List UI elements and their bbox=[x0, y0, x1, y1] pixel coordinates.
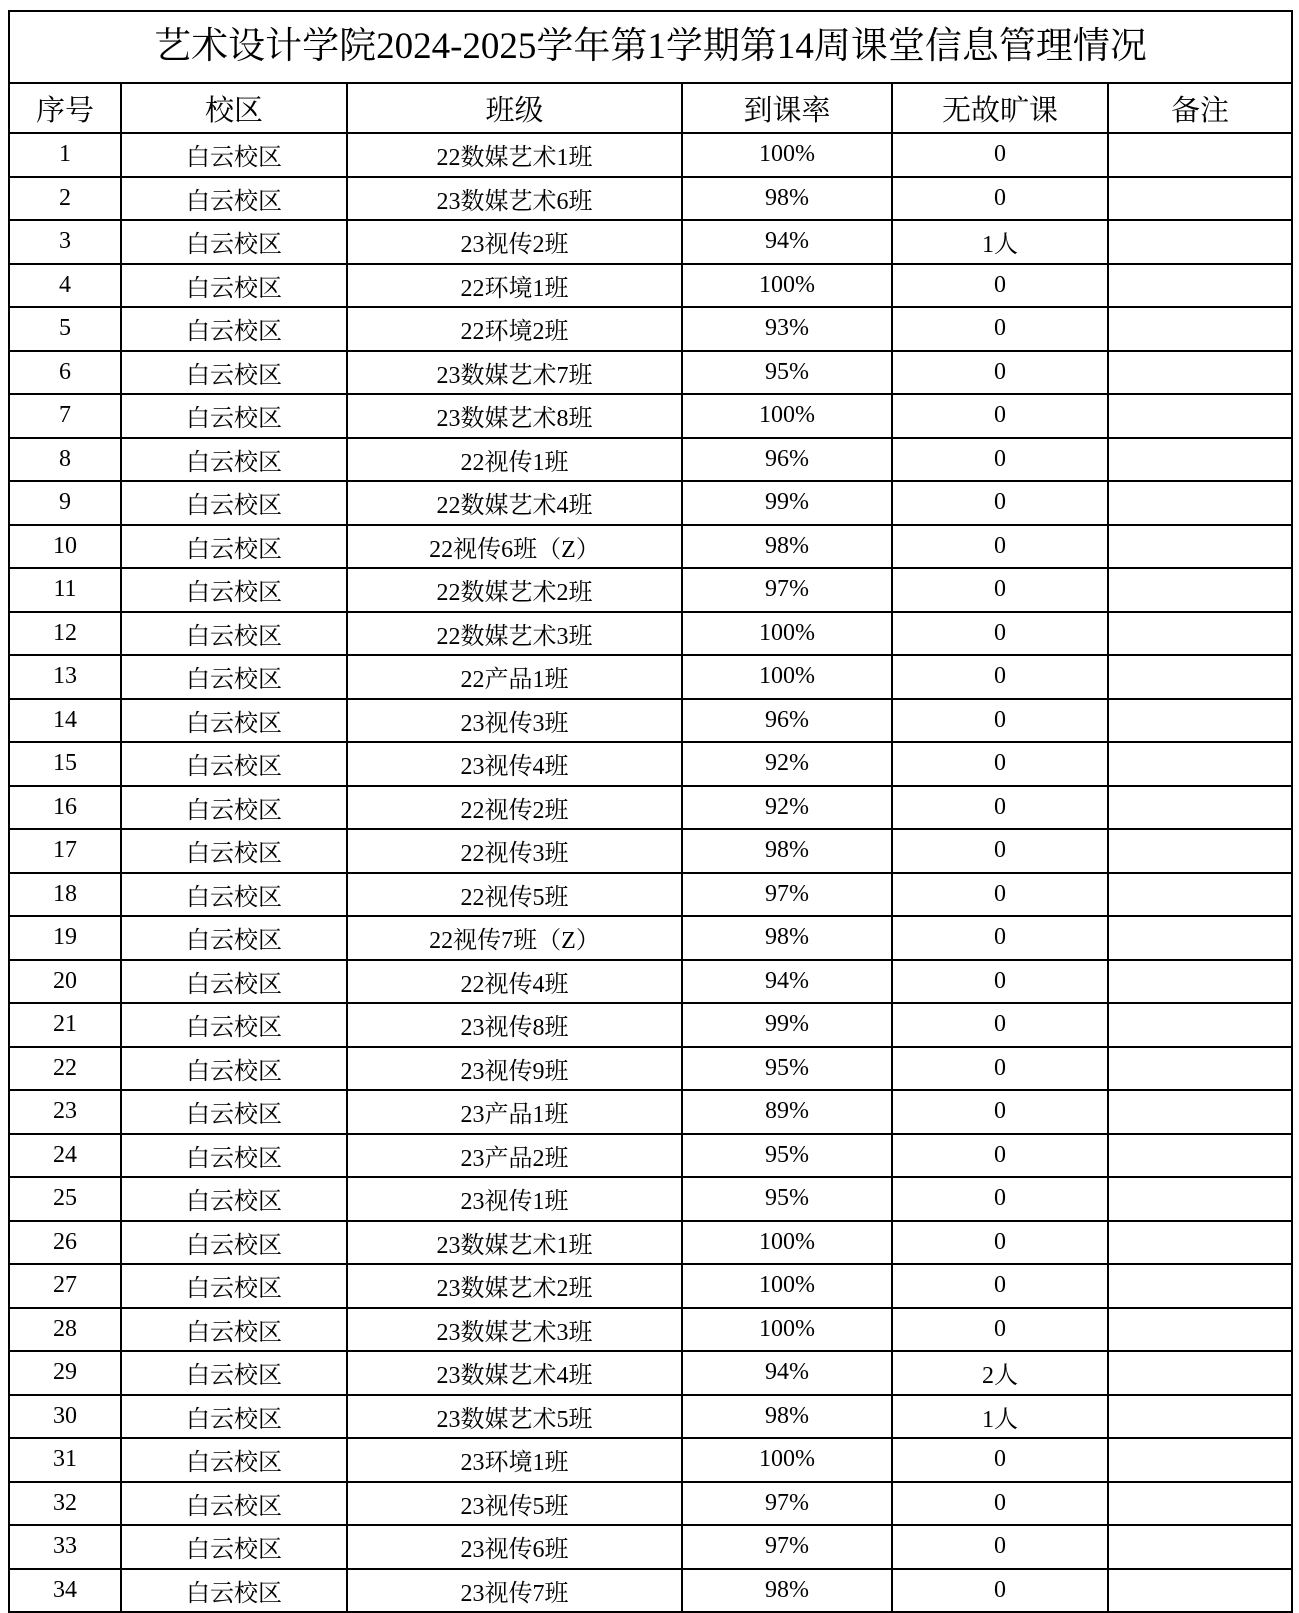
cell-rate: 94% bbox=[682, 1351, 892, 1395]
cell-note bbox=[1108, 220, 1292, 264]
cell-campus: 白云校区 bbox=[121, 177, 347, 221]
cell-index: 10 bbox=[9, 525, 121, 569]
cell-absent: 0 bbox=[892, 568, 1108, 612]
cell-rate: 97% bbox=[682, 873, 892, 917]
table-row bbox=[9, 133, 1292, 177]
cell-absent: 0 bbox=[892, 786, 1108, 830]
cell-absent: 0 bbox=[892, 351, 1108, 395]
cell-rate: 98% bbox=[682, 829, 892, 873]
cell-absent: 0 bbox=[892, 1047, 1108, 1091]
column-header-index: 序号 bbox=[9, 83, 121, 133]
cell-absent: 0 bbox=[892, 873, 1108, 917]
cell-note bbox=[1108, 829, 1292, 873]
cell-rate: 100% bbox=[682, 1264, 892, 1308]
cell-absent: 0 bbox=[892, 394, 1108, 438]
cell-campus: 白云校区 bbox=[121, 960, 347, 1004]
cell-note bbox=[1108, 1264, 1292, 1308]
cell-rate: 96% bbox=[682, 438, 892, 482]
cell-index: 32 bbox=[9, 1482, 121, 1526]
cell-class: 23视传3班 bbox=[347, 699, 682, 743]
cell-class: 23视传6班 bbox=[347, 1525, 682, 1569]
table-row bbox=[9, 655, 1292, 699]
table-row bbox=[9, 481, 1292, 525]
table-row bbox=[9, 1003, 1292, 1047]
cell-class: 23视传2班 bbox=[347, 220, 682, 264]
cell-campus: 白云校区 bbox=[121, 655, 347, 699]
cell-campus: 白云校区 bbox=[121, 133, 347, 177]
cell-note bbox=[1108, 525, 1292, 569]
attendance-table bbox=[8, 10, 1293, 1613]
cell-note bbox=[1108, 1308, 1292, 1352]
cell-class: 23数媒艺术3班 bbox=[347, 1308, 682, 1352]
table-row bbox=[9, 1395, 1292, 1439]
cell-rate: 89% bbox=[682, 1090, 892, 1134]
cell-rate: 98% bbox=[682, 1569, 892, 1613]
cell-class: 23视传8班 bbox=[347, 1003, 682, 1047]
cell-rate: 100% bbox=[682, 1221, 892, 1265]
cell-rate: 98% bbox=[682, 177, 892, 221]
table-row bbox=[9, 1264, 1292, 1308]
table-row bbox=[9, 568, 1292, 612]
cell-index: 30 bbox=[9, 1395, 121, 1439]
cell-note bbox=[1108, 1134, 1292, 1178]
column-header-absent: 无故旷课 bbox=[892, 83, 1108, 133]
cell-absent: 0 bbox=[892, 1438, 1108, 1482]
cell-rate: 94% bbox=[682, 220, 892, 264]
table-row bbox=[9, 612, 1292, 656]
cell-class: 22数媒艺术2班 bbox=[347, 568, 682, 612]
table-row bbox=[9, 786, 1292, 830]
cell-class: 23数媒艺术1班 bbox=[347, 1221, 682, 1265]
cell-class: 22数媒艺术3班 bbox=[347, 612, 682, 656]
cell-absent: 0 bbox=[892, 177, 1108, 221]
cell-class: 23环境1班 bbox=[347, 1438, 682, 1482]
cell-campus: 白云校区 bbox=[121, 786, 347, 830]
cell-campus: 白云校区 bbox=[121, 525, 347, 569]
cell-index: 12 bbox=[9, 612, 121, 656]
table-row bbox=[9, 220, 1292, 264]
cell-campus: 白云校区 bbox=[121, 1351, 347, 1395]
cell-note bbox=[1108, 1482, 1292, 1526]
cell-class: 23数媒艺术2班 bbox=[347, 1264, 682, 1308]
cell-campus: 白云校区 bbox=[121, 568, 347, 612]
cell-index: 16 bbox=[9, 786, 121, 830]
table-body bbox=[9, 133, 1292, 1612]
cell-note bbox=[1108, 1569, 1292, 1613]
table-row bbox=[9, 1177, 1292, 1221]
cell-class: 22环境1班 bbox=[347, 264, 682, 308]
cell-absent: 1人 bbox=[892, 220, 1108, 264]
cell-campus: 白云校区 bbox=[121, 1482, 347, 1526]
cell-note bbox=[1108, 1221, 1292, 1265]
cell-class: 23产品2班 bbox=[347, 1134, 682, 1178]
cell-class: 22环境2班 bbox=[347, 307, 682, 351]
cell-index: 23 bbox=[9, 1090, 121, 1134]
cell-note bbox=[1108, 481, 1292, 525]
table-header bbox=[9, 11, 1292, 133]
cell-class: 23视传5班 bbox=[347, 1482, 682, 1526]
table-row bbox=[9, 1438, 1292, 1482]
cell-note bbox=[1108, 1395, 1292, 1439]
page-title: 艺术设计学院2024-2025学年第1学期第14周课堂信息管理情况 bbox=[9, 11, 1292, 83]
cell-campus: 白云校区 bbox=[121, 1221, 347, 1265]
cell-index: 33 bbox=[9, 1525, 121, 1569]
cell-campus: 白云校区 bbox=[121, 264, 347, 308]
cell-campus: 白云校区 bbox=[121, 612, 347, 656]
cell-class: 22视传3班 bbox=[347, 829, 682, 873]
cell-note bbox=[1108, 264, 1292, 308]
cell-absent: 0 bbox=[892, 1569, 1108, 1613]
cell-absent: 2人 bbox=[892, 1351, 1108, 1395]
cell-index: 3 bbox=[9, 220, 121, 264]
cell-note bbox=[1108, 742, 1292, 786]
cell-note bbox=[1108, 1351, 1292, 1395]
cell-rate: 94% bbox=[682, 960, 892, 1004]
cell-campus: 白云校区 bbox=[121, 1395, 347, 1439]
cell-campus: 白云校区 bbox=[121, 1134, 347, 1178]
cell-campus: 白云校区 bbox=[121, 481, 347, 525]
cell-index: 27 bbox=[9, 1264, 121, 1308]
cell-index: 19 bbox=[9, 916, 121, 960]
cell-index: 17 bbox=[9, 829, 121, 873]
cell-campus: 白云校区 bbox=[121, 1525, 347, 1569]
cell-rate: 100% bbox=[682, 655, 892, 699]
cell-absent: 0 bbox=[892, 1221, 1108, 1265]
cell-rate: 97% bbox=[682, 1482, 892, 1526]
cell-note bbox=[1108, 655, 1292, 699]
cell-index: 8 bbox=[9, 438, 121, 482]
table-row bbox=[9, 916, 1292, 960]
cell-campus: 白云校区 bbox=[121, 699, 347, 743]
cell-class: 23视传1班 bbox=[347, 1177, 682, 1221]
table-row bbox=[9, 1569, 1292, 1613]
cell-index: 7 bbox=[9, 394, 121, 438]
cell-absent: 0 bbox=[892, 960, 1108, 1004]
cell-class: 22视传6班（Z） bbox=[347, 525, 682, 569]
table-row bbox=[9, 1525, 1292, 1569]
table-row bbox=[9, 699, 1292, 743]
cell-index: 5 bbox=[9, 307, 121, 351]
cell-note bbox=[1108, 916, 1292, 960]
cell-class: 23视传4班 bbox=[347, 742, 682, 786]
cell-index: 14 bbox=[9, 699, 121, 743]
cell-rate: 95% bbox=[682, 1177, 892, 1221]
column-header-row bbox=[9, 83, 1292, 133]
title-row bbox=[9, 11, 1292, 83]
cell-rate: 97% bbox=[682, 568, 892, 612]
cell-absent: 0 bbox=[892, 1003, 1108, 1047]
cell-index: 31 bbox=[9, 1438, 121, 1482]
cell-campus: 白云校区 bbox=[121, 220, 347, 264]
cell-absent: 0 bbox=[892, 1264, 1108, 1308]
cell-index: 6 bbox=[9, 351, 121, 395]
cell-class: 23数媒艺术7班 bbox=[347, 351, 682, 395]
cell-absent: 0 bbox=[892, 1482, 1108, 1526]
cell-class: 23数媒艺术8班 bbox=[347, 394, 682, 438]
cell-absent: 1人 bbox=[892, 1395, 1108, 1439]
table-row bbox=[9, 264, 1292, 308]
cell-rate: 98% bbox=[682, 525, 892, 569]
cell-note bbox=[1108, 1047, 1292, 1091]
column-header-campus: 校区 bbox=[121, 83, 347, 133]
table-row bbox=[9, 438, 1292, 482]
cell-index: 4 bbox=[9, 264, 121, 308]
cell-rate: 100% bbox=[682, 612, 892, 656]
cell-absent: 0 bbox=[892, 655, 1108, 699]
cell-index: 22 bbox=[9, 1047, 121, 1091]
cell-class: 23数媒艺术6班 bbox=[347, 177, 682, 221]
cell-note bbox=[1108, 786, 1292, 830]
cell-class: 23产品1班 bbox=[347, 1090, 682, 1134]
table-row bbox=[9, 960, 1292, 1004]
cell-campus: 白云校区 bbox=[121, 742, 347, 786]
cell-note bbox=[1108, 612, 1292, 656]
cell-rate: 100% bbox=[682, 394, 892, 438]
cell-campus: 白云校区 bbox=[121, 1264, 347, 1308]
cell-campus: 白云校区 bbox=[121, 916, 347, 960]
cell-note bbox=[1108, 1090, 1292, 1134]
column-header-note: 备注 bbox=[1108, 83, 1292, 133]
cell-absent: 0 bbox=[892, 742, 1108, 786]
cell-rate: 100% bbox=[682, 1308, 892, 1352]
cell-campus: 白云校区 bbox=[121, 307, 347, 351]
cell-index: 15 bbox=[9, 742, 121, 786]
table-row bbox=[9, 1482, 1292, 1526]
cell-class: 23数媒艺术4班 bbox=[347, 1351, 682, 1395]
cell-index: 11 bbox=[9, 568, 121, 612]
cell-class: 22视传5班 bbox=[347, 873, 682, 917]
cell-absent: 0 bbox=[892, 481, 1108, 525]
cell-class: 22视传7班（Z） bbox=[347, 916, 682, 960]
cell-note bbox=[1108, 307, 1292, 351]
cell-absent: 0 bbox=[892, 1090, 1108, 1134]
cell-absent: 0 bbox=[892, 916, 1108, 960]
column-header-class: 班级 bbox=[347, 83, 682, 133]
table-row bbox=[9, 1090, 1292, 1134]
cell-rate: 98% bbox=[682, 916, 892, 960]
cell-rate: 98% bbox=[682, 1395, 892, 1439]
cell-class: 22数媒艺术4班 bbox=[347, 481, 682, 525]
cell-absent: 0 bbox=[892, 829, 1108, 873]
cell-absent: 0 bbox=[892, 1134, 1108, 1178]
cell-index: 20 bbox=[9, 960, 121, 1004]
cell-rate: 92% bbox=[682, 786, 892, 830]
table-row bbox=[9, 1134, 1292, 1178]
cell-index: 18 bbox=[9, 873, 121, 917]
cell-class: 22产品1班 bbox=[347, 655, 682, 699]
cell-index: 21 bbox=[9, 1003, 121, 1047]
cell-class: 22视传1班 bbox=[347, 438, 682, 482]
cell-rate: 95% bbox=[682, 1047, 892, 1091]
cell-absent: 0 bbox=[892, 264, 1108, 308]
cell-campus: 白云校区 bbox=[121, 873, 347, 917]
cell-absent: 0 bbox=[892, 525, 1108, 569]
cell-campus: 白云校区 bbox=[121, 394, 347, 438]
cell-absent: 0 bbox=[892, 307, 1108, 351]
cell-index: 2 bbox=[9, 177, 121, 221]
cell-class: 22视传2班 bbox=[347, 786, 682, 830]
table-row bbox=[9, 742, 1292, 786]
cell-campus: 白云校区 bbox=[121, 1569, 347, 1613]
cell-absent: 0 bbox=[892, 1308, 1108, 1352]
cell-rate: 99% bbox=[682, 481, 892, 525]
cell-rate: 96% bbox=[682, 699, 892, 743]
table-row bbox=[9, 525, 1292, 569]
cell-campus: 白云校区 bbox=[121, 1090, 347, 1134]
cell-note bbox=[1108, 438, 1292, 482]
cell-absent: 0 bbox=[892, 133, 1108, 177]
cell-index: 34 bbox=[9, 1569, 121, 1613]
table-row bbox=[9, 1308, 1292, 1352]
cell-index: 24 bbox=[9, 1134, 121, 1178]
cell-class: 23视传9班 bbox=[347, 1047, 682, 1091]
cell-rate: 99% bbox=[682, 1003, 892, 1047]
cell-campus: 白云校区 bbox=[121, 1003, 347, 1047]
cell-campus: 白云校区 bbox=[121, 1047, 347, 1091]
cell-absent: 0 bbox=[892, 1177, 1108, 1221]
cell-note bbox=[1108, 351, 1292, 395]
cell-absent: 0 bbox=[892, 1525, 1108, 1569]
cell-rate: 95% bbox=[682, 1134, 892, 1178]
cell-index: 26 bbox=[9, 1221, 121, 1265]
cell-campus: 白云校区 bbox=[121, 351, 347, 395]
cell-class: 22视传4班 bbox=[347, 960, 682, 1004]
cell-campus: 白云校区 bbox=[121, 829, 347, 873]
cell-campus: 白云校区 bbox=[121, 1438, 347, 1482]
column-header-rate: 到课率 bbox=[682, 83, 892, 133]
cell-note bbox=[1108, 568, 1292, 612]
table-row bbox=[9, 177, 1292, 221]
cell-rate: 100% bbox=[682, 1438, 892, 1482]
cell-note bbox=[1108, 1003, 1292, 1047]
cell-note bbox=[1108, 1438, 1292, 1482]
table-row bbox=[9, 829, 1292, 873]
cell-campus: 白云校区 bbox=[121, 438, 347, 482]
cell-index: 28 bbox=[9, 1308, 121, 1352]
table-row bbox=[9, 873, 1292, 917]
cell-rate: 100% bbox=[682, 133, 892, 177]
table-row bbox=[9, 1221, 1292, 1265]
table-row bbox=[9, 307, 1292, 351]
cell-rate: 92% bbox=[682, 742, 892, 786]
table-row bbox=[9, 1047, 1292, 1091]
table-row bbox=[9, 1351, 1292, 1395]
cell-note bbox=[1108, 394, 1292, 438]
table-row bbox=[9, 394, 1292, 438]
cell-note bbox=[1108, 177, 1292, 221]
cell-note bbox=[1108, 960, 1292, 1004]
cell-index: 9 bbox=[9, 481, 121, 525]
cell-rate: 93% bbox=[682, 307, 892, 351]
cell-absent: 0 bbox=[892, 438, 1108, 482]
cell-campus: 白云校区 bbox=[121, 1177, 347, 1221]
cell-note bbox=[1108, 1177, 1292, 1221]
cell-class: 23数媒艺术5班 bbox=[347, 1395, 682, 1439]
cell-absent: 0 bbox=[892, 699, 1108, 743]
cell-index: 29 bbox=[9, 1351, 121, 1395]
cell-rate: 100% bbox=[682, 264, 892, 308]
cell-rate: 97% bbox=[682, 1525, 892, 1569]
cell-note bbox=[1108, 873, 1292, 917]
cell-campus: 白云校区 bbox=[121, 1308, 347, 1352]
cell-index: 25 bbox=[9, 1177, 121, 1221]
cell-index: 1 bbox=[9, 133, 121, 177]
cell-class: 23视传7班 bbox=[347, 1569, 682, 1613]
cell-index: 13 bbox=[9, 655, 121, 699]
cell-class: 22数媒艺术1班 bbox=[347, 133, 682, 177]
cell-absent: 0 bbox=[892, 612, 1108, 656]
table-row bbox=[9, 351, 1292, 395]
cell-rate: 95% bbox=[682, 351, 892, 395]
cell-note bbox=[1108, 133, 1292, 177]
cell-note bbox=[1108, 1525, 1292, 1569]
cell-note bbox=[1108, 699, 1292, 743]
